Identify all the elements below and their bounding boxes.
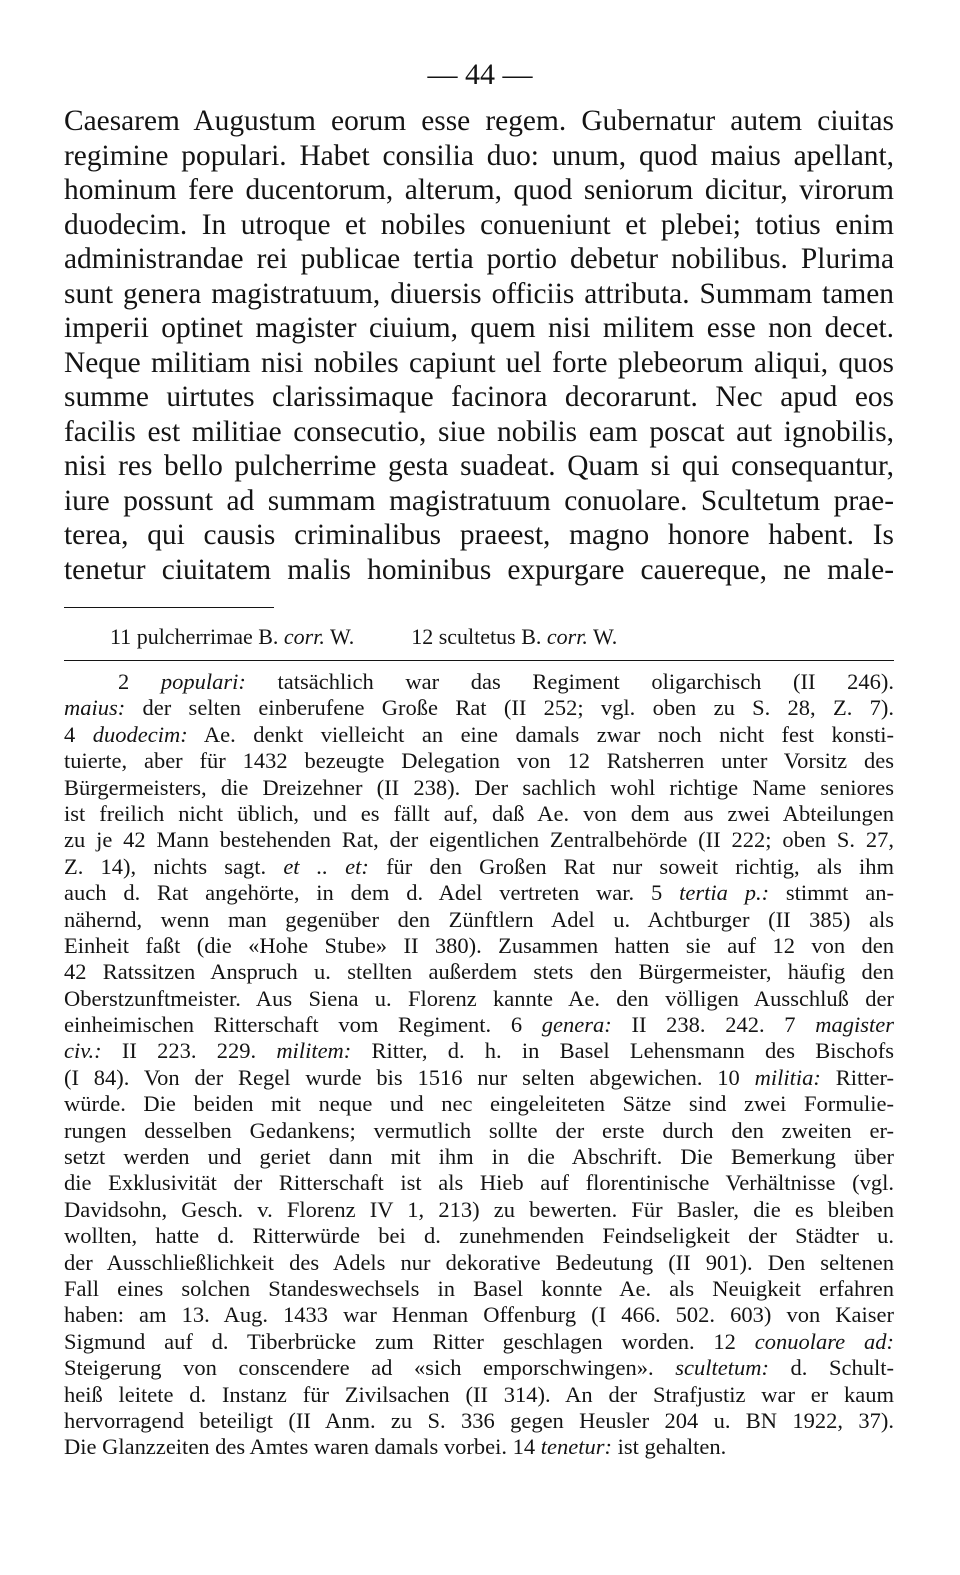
apparatus-reading: scultetus B. bbox=[438, 624, 542, 649]
note-line: 42 Ratssitzen Anspruch u. stellten außerdem stets den Bürgermeister, häufig den bbox=[64, 959, 894, 985]
text-line: Neque militiam nisi nobiles capiunt uel forte plebeorum aliqui, quos bbox=[64, 346, 894, 379]
note-line: 4 duodecim: Ae. denkt vielleicht an eine damals zwar noch nicht fest konsti- bbox=[64, 721, 894, 747]
note-lemma: tertia p.: bbox=[679, 880, 770, 906]
note-lemma: militem: bbox=[276, 1038, 352, 1064]
text-line: regimine populari. Habet consilia duo: unum, quod maius apellant, bbox=[64, 139, 894, 172]
apparatus-corr: corr. bbox=[283, 624, 325, 649]
note-line: (I 84). Von der Regel wurde bis 1516 nur selten abgewichen. 10 militia: Ritter- bbox=[64, 1064, 894, 1090]
note-lemma: duodecim: bbox=[92, 721, 188, 747]
apparatus-corr: corr. bbox=[546, 624, 588, 649]
note-line: würde. Die beiden mit neque und nec eingeleiteten Sätze sind zwei Formulie- bbox=[64, 1091, 894, 1117]
note-lemma: maius: bbox=[64, 695, 126, 721]
text-line: Caesarem Augustum eorum esse regem. Gubernatur autem ciuitas bbox=[64, 105, 894, 137]
text-line: iure possunt ad summam magistratuum conuolare. Scultetum prae- bbox=[64, 484, 894, 517]
text-line: terea, qui causis criminalibus praeest, magno honore habent. Is bbox=[64, 519, 894, 551]
apparatus-reading: pulcherrimae B. bbox=[136, 624, 279, 649]
text-line: administrandae rei publicae tertia portio debetur nobilibus. Plurima bbox=[64, 243, 894, 275]
note-line: tuierte, aber für 1432 bezeugte Delegation von 12 Ratsherren unter Vorsitz des bbox=[64, 748, 894, 774]
note-line: die Exklusivität der Ritterschaft ist als Hieb auf florentinische Verhältnisse (vgl. bbox=[64, 1170, 894, 1196]
note-lemma: magister bbox=[815, 1012, 894, 1038]
main-latin-text bbox=[64, 104, 894, 587]
commentary-notes bbox=[64, 669, 894, 1461]
text-line: sunt genera magistratuum, diuersis officiis attributa. Summam tamen bbox=[64, 277, 894, 310]
note-line: Die Glanzzeiten des Amtes waren damals vorbei. 14 tenetur: ist gehalten. bbox=[64, 1434, 727, 1460]
critical-apparatus bbox=[110, 622, 894, 652]
page-number: — 44 — bbox=[427, 58, 533, 91]
note-line: Davidsohn, Gesch. v. Florenz IV 1, 213) zu bewerten. Für Basler, die es bleiben bbox=[64, 1196, 894, 1222]
text-line: tenetur ciuitatem malis hominibus expurgare cauereque, ne male- bbox=[64, 553, 894, 586]
note-lemma: conuolare ad: bbox=[754, 1328, 894, 1354]
text-line: facilis est militiae consecutio, siue nobilis eam poscat aut ignobilis, bbox=[64, 415, 894, 448]
note-line: einheimischen Ritterschaft vom Regiment. 6 genera: II 238. 242. 7 magister bbox=[64, 1012, 894, 1038]
note-line: ist freilich nicht üblich, und es fällt auf, daß Ae. von dem aus zwei Abteilungen bbox=[64, 800, 894, 826]
footnote-separator-long bbox=[64, 660, 894, 661]
note-lemma: civ.: bbox=[64, 1038, 102, 1064]
note-line: Oberstzunftmeister. Aus Siena u. Florenz kannte Ae. den völligen Ausschluß der bbox=[64, 985, 894, 1011]
note-line: zu je 42 Mann bestehenden Rat, der eigentlichen Zentralbehörde (II 222; oben S. 27, bbox=[64, 827, 894, 853]
note-line: maius: der selten einberufene Große Rat (II 252; vgl. oben zu S. 28, Z. 7). bbox=[64, 695, 894, 721]
text-line: imperii optinet magister ciuium, quem nisi militem esse non decet. bbox=[64, 312, 894, 344]
note-lemma: scultetum: bbox=[675, 1355, 769, 1381]
text-line: duodecim. In utroque et nobiles conueniunt et plebei; totius enim bbox=[64, 208, 894, 241]
text-line: hominum fere ducentorum, alterum, quod seniorum dicitur, virorum bbox=[64, 174, 894, 206]
apparatus-witness: W. bbox=[329, 624, 355, 649]
note-line: der Ausschließlichkeit des Adels nur dekorative Bedeutung (II 901). Den seltenen bbox=[64, 1249, 894, 1275]
note-line: civ.: II 223. 229. militem: Ritter, d. h. in Basel Lehensmann des Bischofs bbox=[64, 1038, 894, 1064]
note-lemma: militia: bbox=[754, 1064, 821, 1090]
note-lemma: tenetur: bbox=[540, 1434, 612, 1460]
note-lemma: genera: bbox=[541, 1012, 612, 1038]
note-line: rungen desselben Gedankens; vermutlich sollte der erste durch den zweiten er- bbox=[64, 1117, 894, 1143]
note-line: Bürgermeisters, die Dreizehner (II 238). Der sachlich wohl richtige Name seniores bbox=[64, 774, 894, 800]
note-line: heiß leitete d. Instanz für Zivilsachen (II 314). An der Strafjustiz war er kaum bbox=[64, 1381, 894, 1407]
note-line: haben: am 13. Aug. 1433 war Henman Offenburg (I 466. 502. 603) von Kaiser bbox=[64, 1302, 894, 1328]
note-line: Z. 14), nichts sagt. et .. et: für den Großen Rat nur soweit richtig, als ihm bbox=[64, 853, 894, 879]
apparatus-line-number: 11 bbox=[110, 624, 132, 649]
note-line: Sigmund auf d. Tiberbrücke zum Ritter geschlagen worden. 12 conuolare ad: bbox=[64, 1328, 894, 1354]
note-line: hervorragend beteiligt (II Anm. zu S. 336 gegen Heusler 204 u. BN 1922, 37). bbox=[64, 1407, 894, 1433]
text-line: summe uirtutes clarissimaque facinora decorarunt. Nec apud eos bbox=[64, 381, 894, 413]
note-line: Fall eines solchen Standeswechsels in Basel konnte Ae. als Neuigkeit erfahren bbox=[64, 1275, 894, 1301]
apparatus-line-number: 12 bbox=[411, 624, 434, 649]
apparatus-witness: W. bbox=[592, 624, 618, 649]
note-line: Steigerung von conscendere ad «sich emporschwingen». scultetum: d. Schult- bbox=[64, 1355, 894, 1381]
note-line: setzt werden und geriet dann mit ihm in die Abschrift. Die Bemerkung über bbox=[64, 1144, 894, 1170]
note-line: wollten, hatte d. Ritterwürde bei d. zunehmenden Feindseligkeit der Städter u. bbox=[64, 1223, 894, 1249]
footnote-separator-short bbox=[64, 607, 274, 608]
note-line: Einheit faßt (die «Hohe Stube» II 380). Zusammen hatten sie auf 12 von den bbox=[64, 932, 894, 958]
note-lemma: et .. et: bbox=[283, 853, 369, 879]
text-line: nisi res bello pulcherrime gesta suadeat. Quam si qui consequantur, bbox=[64, 450, 894, 482]
note-line: 2 populari: tatsächlich war das Regiment oligarchisch (II 246). bbox=[118, 669, 894, 694]
note-line: auch d. Rat angehörte, in dem d. Adel vertreten war. 5 tertia p.: stimmt an- bbox=[64, 880, 894, 906]
note-lemma: populari: bbox=[160, 669, 246, 694]
note-line: nähernd, wenn man gegenüber den Zünftlern Adel u. Achtburger (II 385) als bbox=[64, 906, 894, 932]
